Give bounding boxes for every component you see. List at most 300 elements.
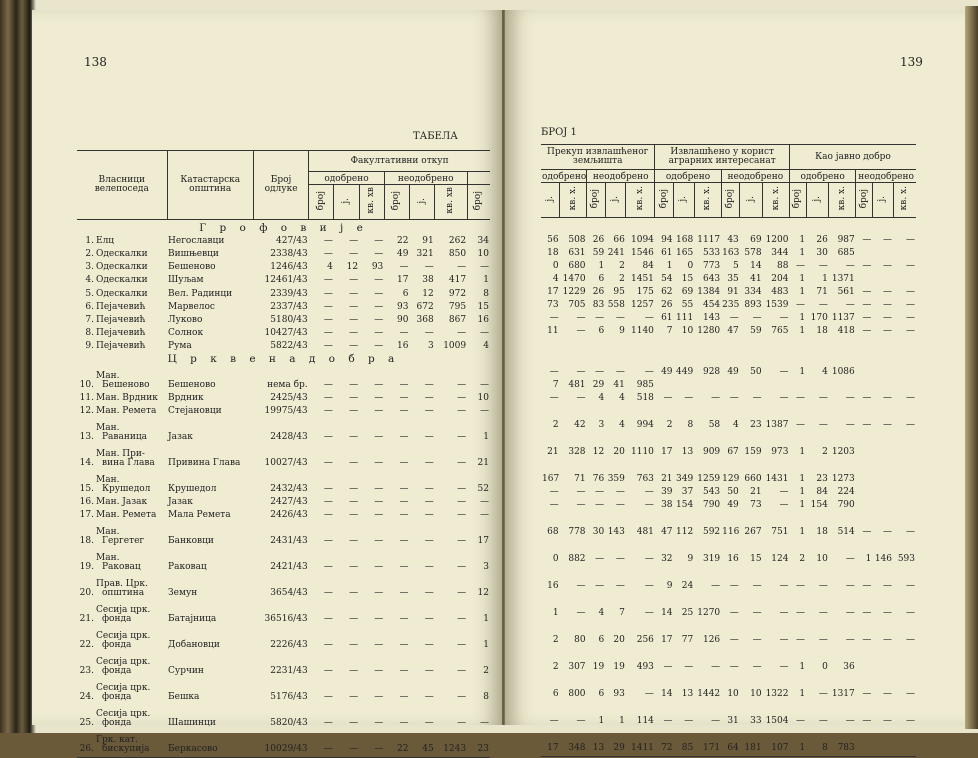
value-cell: — bbox=[595, 487, 605, 497]
value-cell: 1117 bbox=[697, 235, 721, 245]
decision-number: 5176/43 bbox=[270, 692, 308, 703]
value-cell: — bbox=[595, 500, 605, 510]
municipality: Бешка bbox=[168, 692, 200, 703]
value-cell: — bbox=[457, 614, 467, 625]
table-title-right: БРОЈ 1 bbox=[541, 127, 577, 138]
value-cell: 0 bbox=[687, 261, 694, 271]
decision-number: 5822/43 bbox=[270, 340, 308, 351]
value-cell: 21 bbox=[661, 474, 673, 484]
value-cell bbox=[694, 377, 721, 390]
value-cell: 73 bbox=[547, 300, 559, 310]
municipality: Стејановци bbox=[168, 406, 222, 417]
header-subcol bbox=[435, 185, 467, 220]
value-cell: — bbox=[883, 235, 893, 245]
decision-number: 2432/43 bbox=[270, 484, 308, 495]
value-cell: — bbox=[576, 716, 586, 726]
value-cell: 143 bbox=[607, 527, 625, 537]
value-cell: 790 bbox=[702, 500, 721, 510]
left-page bbox=[32, 10, 502, 755]
value-cell: — bbox=[883, 287, 893, 297]
value-cell: — bbox=[752, 662, 762, 672]
value-cell: — bbox=[424, 380, 434, 391]
value-cell: — bbox=[424, 718, 434, 729]
value-cell: — bbox=[711, 393, 721, 403]
value-cell: 19 bbox=[592, 662, 605, 672]
header-subcol-label: кв. х. bbox=[702, 186, 713, 211]
header-subcol-label: кв. х. bbox=[634, 186, 645, 211]
owner-name-cont: Раваница bbox=[102, 432, 148, 443]
value-cell: — bbox=[576, 487, 586, 497]
value-cell: 2 bbox=[666, 420, 673, 430]
decision-number: 427/43 bbox=[276, 236, 308, 247]
owner-cell bbox=[95, 702, 167, 728]
header-subcol bbox=[829, 183, 856, 218]
value-cell: — bbox=[883, 326, 893, 336]
header-group-1: Прекуп извлашћеног земљишта bbox=[541, 145, 655, 170]
value-cell: 1 bbox=[865, 554, 872, 564]
owner-name: Одескалки bbox=[96, 262, 148, 273]
table-row bbox=[541, 271, 916, 284]
table-row bbox=[541, 377, 916, 390]
value-cell: 685 bbox=[837, 248, 855, 258]
value-cell: — bbox=[576, 608, 586, 618]
header-subcol bbox=[740, 183, 763, 218]
value-cell bbox=[829, 377, 856, 390]
value-cell: 38 bbox=[422, 275, 434, 286]
table-row bbox=[541, 726, 916, 753]
header-decision: Број одлуке bbox=[253, 151, 308, 220]
value-cell: — bbox=[883, 261, 893, 271]
value-cell: — bbox=[399, 640, 409, 651]
value-cell: 8 bbox=[687, 420, 694, 430]
owner-name: Ман. Јазак bbox=[96, 497, 148, 508]
value-cell: — bbox=[576, 367, 586, 377]
value-cell: — bbox=[349, 249, 359, 260]
value-cell: — bbox=[323, 497, 333, 508]
header-subcol bbox=[467, 185, 490, 220]
value-cell: 34 bbox=[477, 236, 489, 247]
value-cell: 1 bbox=[799, 743, 806, 753]
value-cell: — bbox=[615, 554, 625, 564]
table-end-rule bbox=[541, 753, 916, 757]
value-cell: — bbox=[349, 744, 359, 755]
value-cell: 72 bbox=[661, 743, 673, 753]
owner-name-cont: Бешеново bbox=[102, 380, 150, 391]
value-cell: — bbox=[595, 554, 605, 564]
owner-name: Одескалки bbox=[96, 249, 148, 260]
value-cell: 4 bbox=[598, 393, 605, 403]
value-cell: — bbox=[399, 393, 409, 404]
row-number: 24. bbox=[79, 692, 94, 703]
value-cell: 1 bbox=[799, 474, 806, 484]
value-cell: 224 bbox=[837, 487, 855, 497]
value-cell: 93 bbox=[613, 689, 625, 699]
value-cell: 71 bbox=[816, 287, 828, 297]
decision-number: 2226/43 bbox=[270, 640, 308, 651]
decision-number: нема бр. bbox=[267, 380, 308, 391]
value-cell: 800 bbox=[568, 689, 586, 699]
value-cell: — bbox=[480, 718, 489, 729]
value-cell: — bbox=[349, 327, 359, 338]
value-cell: — bbox=[845, 716, 855, 726]
decision-number: 10029/43 bbox=[264, 744, 308, 755]
table-row bbox=[541, 232, 916, 245]
value-cell: — bbox=[862, 581, 872, 591]
value-cell: — bbox=[323, 614, 333, 625]
value-cell: 6 bbox=[402, 288, 409, 299]
value-cell: — bbox=[399, 262, 409, 273]
value-cell: — bbox=[752, 581, 762, 591]
table-row bbox=[77, 246, 490, 259]
value-cell: 1 bbox=[799, 367, 806, 377]
value-cell: 533 bbox=[702, 248, 721, 258]
value-cell: — bbox=[684, 393, 694, 403]
value-cell: 1411 bbox=[631, 743, 654, 753]
value-cell: 38 bbox=[661, 500, 673, 510]
value-cell: — bbox=[424, 393, 434, 404]
value-cell: — bbox=[906, 420, 915, 430]
value-cell: — bbox=[644, 500, 654, 510]
value-cell: 91 bbox=[727, 287, 739, 297]
value-cell: 672 bbox=[416, 301, 434, 312]
header-subcol-label: ј. bbox=[678, 195, 689, 202]
value-cell: — bbox=[906, 287, 915, 297]
value-cell: — bbox=[374, 718, 384, 729]
value-cell: 1 bbox=[799, 447, 806, 457]
value-cell: — bbox=[845, 300, 855, 310]
value-cell: — bbox=[323, 510, 333, 521]
value-cell: — bbox=[883, 635, 893, 645]
value-cell: — bbox=[457, 666, 467, 677]
value-cell: 985 bbox=[636, 380, 654, 390]
value-cell: 23 bbox=[477, 744, 489, 755]
value-cell: — bbox=[862, 716, 872, 726]
value-cell bbox=[872, 377, 893, 390]
value-cell: 1229 bbox=[562, 287, 586, 297]
value-cell bbox=[856, 497, 873, 510]
table-row bbox=[77, 507, 490, 520]
value-cell: 1203 bbox=[831, 447, 855, 457]
value-cell: 129 bbox=[722, 474, 740, 484]
decision-number: 1246/43 bbox=[270, 262, 308, 273]
value-cell: — bbox=[374, 744, 384, 755]
value-cell: — bbox=[399, 588, 409, 599]
value-cell: — bbox=[323, 340, 333, 351]
table-row bbox=[77, 259, 490, 272]
value-cell: — bbox=[349, 288, 359, 299]
value-cell: 77 bbox=[681, 635, 694, 645]
value-cell: 26 bbox=[661, 300, 673, 310]
value-cell: 167 bbox=[542, 474, 560, 484]
value-cell: — bbox=[549, 716, 559, 726]
header-subcol bbox=[560, 183, 587, 218]
value-cell bbox=[872, 497, 893, 510]
value-cell: 256 bbox=[636, 635, 654, 645]
value-cell: — bbox=[549, 367, 559, 377]
value-cell: — bbox=[906, 689, 915, 699]
value-cell: — bbox=[615, 367, 625, 377]
owner-cell bbox=[95, 299, 167, 312]
municipality: Вишњевци bbox=[168, 249, 219, 260]
value-cell: — bbox=[576, 393, 586, 403]
value-cell: 114 bbox=[636, 716, 654, 726]
page-edges bbox=[965, 6, 978, 729]
value-cell: — bbox=[644, 689, 654, 699]
value-cell: 2 bbox=[552, 662, 559, 672]
value-cell: — bbox=[349, 393, 359, 404]
header-not-approved: неодобрено bbox=[384, 172, 467, 185]
value-cell: 1 bbox=[822, 274, 828, 284]
value-cell bbox=[856, 484, 873, 497]
value-cell: — bbox=[779, 367, 789, 377]
value-cell: — bbox=[323, 432, 333, 443]
value-cell bbox=[872, 457, 893, 484]
owner-name-cont: фонда bbox=[102, 666, 132, 677]
owner-cell bbox=[95, 676, 167, 702]
header-subcol-label: кв. х. bbox=[770, 186, 781, 211]
row-number: 22. bbox=[79, 640, 94, 651]
left-data-table bbox=[77, 150, 490, 758]
value-cell: 1371 bbox=[831, 274, 855, 284]
table-row bbox=[77, 338, 490, 351]
value-cell: 4 bbox=[327, 262, 333, 273]
header-subcol-label: ј. bbox=[745, 195, 756, 202]
value-cell: — bbox=[906, 300, 915, 310]
value-cell: — bbox=[323, 327, 333, 338]
value-cell: 893 bbox=[744, 300, 762, 310]
header-status: неодобрено bbox=[721, 170, 789, 183]
value-cell: 19 bbox=[613, 662, 625, 672]
value-cell: 18 bbox=[547, 248, 559, 258]
value-cell: — bbox=[576, 500, 586, 510]
value-cell: — bbox=[862, 326, 872, 336]
header-optional-purchase: Факултативни откуп bbox=[309, 151, 490, 172]
owner-name-cont: Крушедол bbox=[102, 484, 151, 495]
table-row bbox=[541, 323, 916, 336]
value-cell: — bbox=[457, 458, 467, 469]
value-cell: 6 bbox=[598, 689, 605, 699]
decision-number: 2338/43 bbox=[270, 249, 308, 260]
value-cell: 16 bbox=[727, 554, 739, 564]
value-cell: 17 bbox=[661, 635, 673, 645]
value-cell: — bbox=[349, 314, 359, 325]
table-row bbox=[77, 325, 490, 338]
decision-number: 2421/43 bbox=[270, 562, 308, 573]
header-subcol bbox=[856, 183, 873, 218]
value-cell bbox=[806, 377, 829, 390]
value-cell: — bbox=[796, 581, 806, 591]
value-cell: 124 bbox=[771, 554, 789, 564]
header-subcol bbox=[763, 183, 790, 218]
value-cell: 790 bbox=[837, 500, 855, 510]
table-row bbox=[541, 297, 916, 310]
table-row bbox=[541, 672, 916, 699]
table-row bbox=[77, 520, 490, 546]
header-subcol bbox=[605, 183, 626, 218]
municipality: Јазак bbox=[168, 497, 193, 508]
value-cell: 10 bbox=[477, 249, 489, 260]
value-cell: 13 bbox=[592, 743, 605, 753]
value-cell: — bbox=[457, 484, 467, 495]
municipality: Бешеново bbox=[168, 262, 216, 273]
value-cell: 168 bbox=[676, 235, 694, 245]
value-cell: — bbox=[374, 666, 384, 677]
value-cell: — bbox=[752, 393, 762, 403]
value-cell: — bbox=[374, 640, 384, 651]
value-cell: — bbox=[457, 497, 467, 508]
value-cell bbox=[893, 497, 916, 510]
section-heading: Г р о ф о в и ј е bbox=[199, 221, 368, 234]
value-cell: 62 bbox=[661, 287, 673, 297]
owner-cell bbox=[95, 233, 167, 246]
value-cell: 1 bbox=[598, 716, 605, 726]
value-cell: 43 bbox=[727, 235, 739, 245]
municipality: Рума bbox=[168, 340, 192, 351]
value-cell: — bbox=[457, 640, 467, 651]
header-subcol bbox=[587, 183, 606, 218]
value-cell: — bbox=[349, 340, 359, 351]
value-cell: — bbox=[349, 666, 359, 677]
value-cell: 21 bbox=[547, 447, 559, 457]
value-cell: — bbox=[818, 261, 828, 271]
value-cell: 93 bbox=[371, 262, 384, 273]
value-cell: 1322 bbox=[765, 689, 789, 699]
value-cell: — bbox=[576, 313, 586, 323]
table-row bbox=[541, 564, 916, 591]
value-cell: 163 bbox=[722, 248, 740, 258]
value-cell: — bbox=[845, 608, 855, 618]
value-cell bbox=[856, 350, 873, 377]
table-row bbox=[77, 572, 490, 598]
value-cell: — bbox=[374, 327, 384, 338]
table-row bbox=[541, 484, 916, 497]
value-cell: — bbox=[374, 432, 384, 443]
value-cell: — bbox=[818, 716, 828, 726]
value-cell: 660 bbox=[744, 474, 762, 484]
value-cell bbox=[856, 457, 873, 484]
table-end-rule bbox=[77, 754, 490, 758]
owner-cell bbox=[95, 338, 167, 351]
value-cell: 84 bbox=[816, 487, 828, 497]
value-cell: 850 bbox=[448, 249, 467, 260]
value-cell: 508 bbox=[568, 235, 586, 245]
owner-cell bbox=[95, 416, 167, 442]
value-cell: 21 bbox=[750, 487, 762, 497]
value-cell: — bbox=[399, 406, 409, 417]
municipality: Луково bbox=[168, 314, 203, 325]
value-cell: 454 bbox=[702, 300, 721, 310]
owner-name-cont: Гергетег bbox=[102, 536, 145, 547]
value-cell: — bbox=[796, 716, 806, 726]
value-cell: 10 bbox=[727, 689, 739, 699]
value-cell: — bbox=[862, 313, 872, 323]
value-cell: — bbox=[796, 393, 806, 403]
header-subcol bbox=[409, 185, 434, 220]
value-cell bbox=[872, 484, 893, 497]
row-number: 17. bbox=[79, 510, 94, 521]
value-cell: 20 bbox=[613, 447, 625, 457]
value-cell: 705 bbox=[568, 300, 586, 310]
value-cell: — bbox=[374, 275, 384, 286]
value-cell: 59 bbox=[592, 248, 605, 258]
row-number: 26. bbox=[79, 744, 94, 755]
value-cell: 417 bbox=[448, 275, 467, 286]
header-subcol bbox=[694, 183, 721, 218]
table-row bbox=[77, 233, 490, 246]
value-cell: 94 bbox=[661, 235, 673, 245]
value-cell: — bbox=[818, 689, 828, 699]
table-row bbox=[77, 650, 490, 676]
value-cell: 2 bbox=[619, 274, 625, 284]
value-cell: 1546 bbox=[631, 248, 654, 258]
value-cell: 56 bbox=[547, 235, 559, 245]
value-cell: — bbox=[349, 640, 359, 651]
value-cell: 1384 bbox=[697, 287, 721, 297]
value-cell: — bbox=[752, 635, 762, 645]
value-cell: — bbox=[729, 393, 739, 403]
row-number: 1. bbox=[85, 236, 94, 247]
decision-number: 2231/43 bbox=[270, 666, 308, 677]
value-cell: — bbox=[457, 262, 467, 273]
header-subcol-label: кв. х. bbox=[836, 186, 847, 211]
value-cell bbox=[893, 245, 916, 258]
value-cell: — bbox=[906, 608, 915, 618]
row-number: 8. bbox=[85, 327, 94, 338]
value-cell: — bbox=[424, 497, 434, 508]
value-cell: 1 bbox=[799, 248, 806, 258]
owner-name: Пејачевић bbox=[96, 301, 146, 312]
header-subcol-label: кв. х. bbox=[899, 186, 910, 211]
value-cell: — bbox=[845, 635, 855, 645]
value-cell: 368 bbox=[416, 314, 434, 325]
value-cell: 578 bbox=[744, 248, 762, 258]
value-cell: — bbox=[374, 692, 384, 703]
municipality: Батајница bbox=[168, 614, 217, 625]
section-heading: Ц р к в е н а д о б р а bbox=[167, 352, 400, 365]
value-cell: — bbox=[480, 262, 489, 273]
value-cell: 349 bbox=[676, 474, 694, 484]
value-cell: 867 bbox=[448, 314, 467, 325]
value-cell: — bbox=[883, 689, 893, 699]
value-cell: — bbox=[424, 432, 434, 443]
header-subcol-label: кв. х. bbox=[567, 186, 578, 211]
table-row bbox=[541, 497, 916, 510]
value-cell: 17 bbox=[661, 447, 673, 457]
value-cell: 561 bbox=[837, 287, 855, 297]
value-cell: 1431 bbox=[765, 474, 789, 484]
owner-name: Ман. Врдник bbox=[96, 393, 158, 404]
value-cell: — bbox=[796, 635, 806, 645]
value-cell: 543 bbox=[702, 487, 721, 497]
value-cell: — bbox=[818, 635, 828, 645]
header-subcol bbox=[789, 183, 806, 218]
value-cell: 1470 bbox=[562, 274, 586, 284]
value-cell: 22 bbox=[397, 236, 409, 247]
value-cell bbox=[872, 245, 893, 258]
value-cell: 1200 bbox=[765, 235, 789, 245]
value-cell: 14 bbox=[661, 608, 673, 618]
owner-cell bbox=[95, 494, 167, 507]
value-cell: — bbox=[323, 666, 333, 677]
value-cell: — bbox=[424, 640, 434, 651]
row-number: 6. bbox=[85, 301, 94, 312]
value-cell bbox=[872, 271, 893, 284]
value-cell: — bbox=[576, 326, 586, 336]
value-cell: — bbox=[615, 500, 625, 510]
decision-number: 2425/43 bbox=[270, 393, 308, 404]
value-cell: — bbox=[845, 554, 855, 564]
value-cell: 17 bbox=[477, 536, 489, 547]
